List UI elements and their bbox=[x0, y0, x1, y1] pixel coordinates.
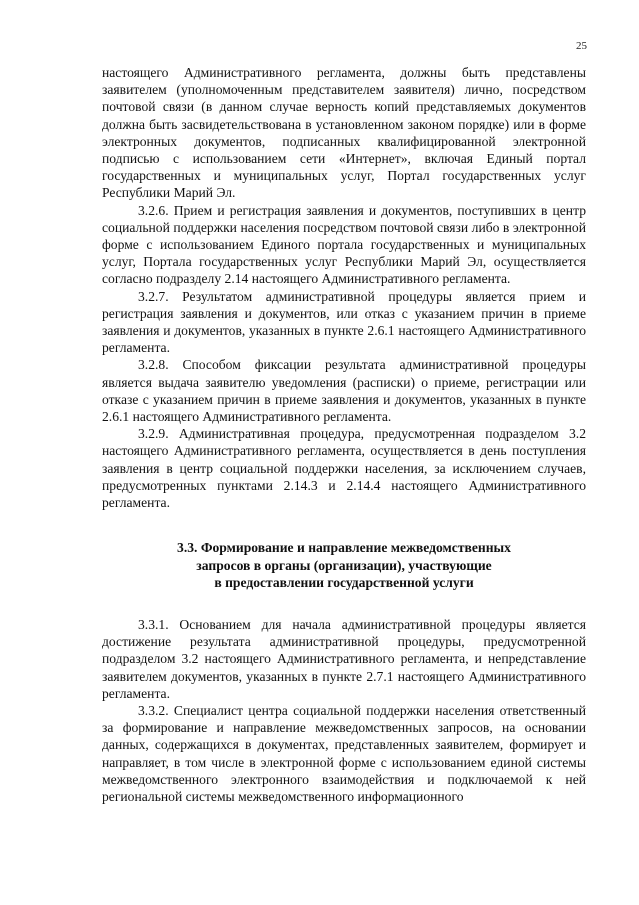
paragraph-continuation: настоящего Административного регламента, должны быть представлены заявителем (уполномоченным представителем заявителя) лично, посредством почтовой связи (в данном случае верность копий представляемых документов должна быть засвидетельствована в установленном законом порядке) или в форме электронных документов, подписанных квалифицированной электронной подписью с использованием сети «Интернет», включая Единый портал государственных и муниципальных услуг, Портал государственных услуг Республики Марий Эл. bbox=[102, 65, 586, 201]
paragraph-3-2-6: 3.2.6. Прием и регистрация заявления и документов, поступивших в центр социальной поддержки населения посредством почтовой связи либо в электронной форме с использованием Единого портала государственных и муниципальных услуг, Портала государственных услуг Республики Марий Эл, осуществляется согласно подразделу 2.14 настоящего Административного регламента. bbox=[102, 202, 586, 287]
section-heading-line-3: в предоставлении государственной услуги bbox=[214, 575, 474, 591]
section-heading-3-3 bbox=[102, 539, 586, 592]
page-number: 25 bbox=[576, 40, 587, 52]
paragraph-3-3-1: 3.3.1. Основанием для начала административной процедуры является достижение результата административной процедуры, предусмотренной подразделом 3.2 настоящего Административного регламента, и непредставление заявителем документов, указанных в пункте 2.7.1 настоящего Административного регламента. bbox=[102, 617, 586, 701]
section-heading-line-1: 3.3. Формирование и направление межведомственных bbox=[177, 540, 511, 556]
paragraph-3-2-9: 3.2.9. Административная процедура, предусмотренная подразделом 3.2 настоящего Административного регламента, осуществляется в день поступления заявления в центр социальной поддержки населения, за исключением случаев, предусмотренных пунктами 2.14.3 и 2.14.4 настоящего Административного регламента. bbox=[102, 426, 586, 511]
paragraph-3-2-8: 3.2.8. Способом фиксации результата административной процедуры является выдача заявителю уведомления (расписки) о приеме, регистрации или отказе с указанием причин в приеме заявления и документов, указанных в пункте 2.6.1 настоящего Административного регламента. bbox=[102, 357, 586, 425]
paragraph-3-3-2: 3.3.2. Специалист центра социальной поддержки населения ответственный за формирование и направление межведомственных запросов, на основании данных, содержащихся в документах, представленных заявителем, формирует и направляет, в том числе в электронной форме с использованием единой системы межведомственного электронного взаимодействия и подключаемой к ней региональной системы межведомственного информационного bbox=[102, 703, 586, 805]
section-heading-line-2: запросов в органы (организации), участвующие bbox=[196, 557, 492, 573]
document-body bbox=[102, 64, 586, 805]
paragraph-3-2-7: 3.2.7. Результатом административной процедуры является прием и регистрация заявления и документов, или отказ с указанием причин в приеме заявления и документов, указанных в пункте 2.6.1 настоящего Административного регламента. bbox=[102, 288, 586, 356]
